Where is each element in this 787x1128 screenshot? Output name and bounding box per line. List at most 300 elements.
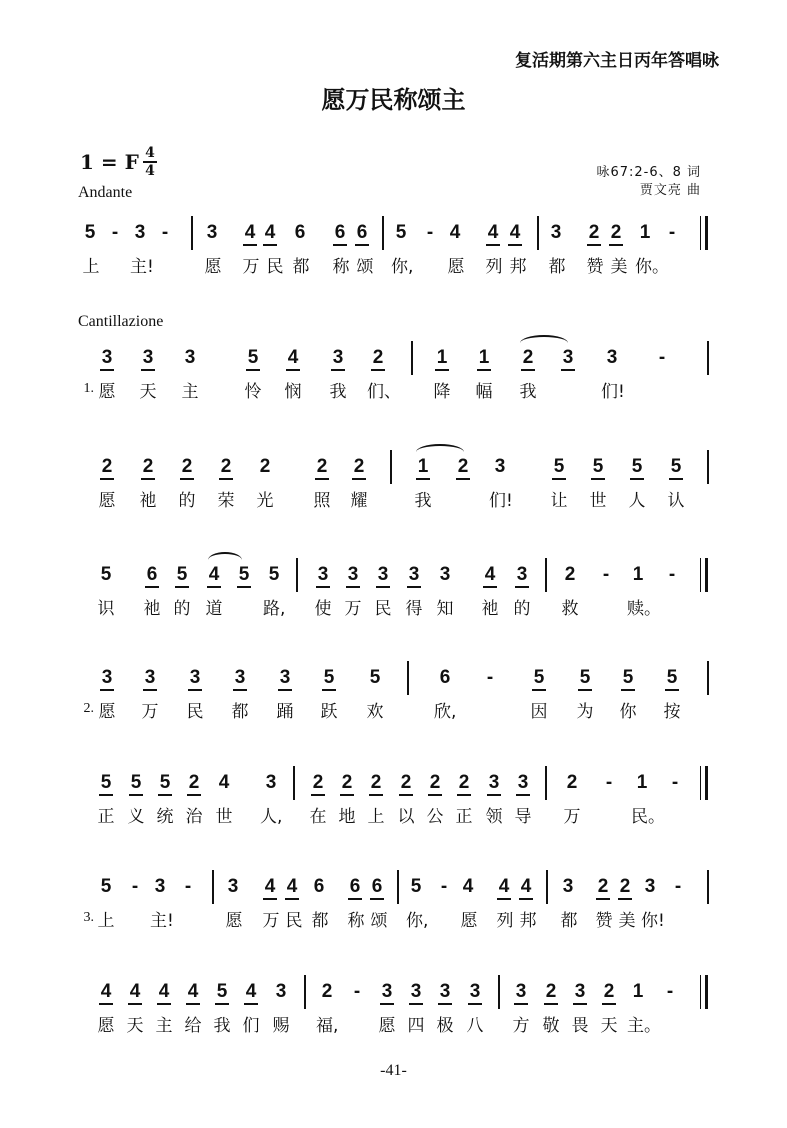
note: 3 <box>140 667 160 689</box>
note: 5 <box>410 876 422 897</box>
note: 5 <box>243 347 263 369</box>
note: 1 <box>432 347 452 369</box>
lyric: 八 <box>466 1016 484 1036</box>
note: 6 <box>313 876 325 897</box>
note: 2 <box>606 222 626 244</box>
note: 2 <box>321 981 333 1002</box>
lyric: 世 <box>589 491 607 511</box>
note: 2 <box>584 222 604 244</box>
lyric: 你 <box>619 702 637 722</box>
note: 5 <box>662 667 682 689</box>
note: 1 <box>632 564 644 585</box>
key-signature: 1 = F <box>80 150 139 174</box>
note: 2 <box>312 456 332 478</box>
note: 2 <box>564 564 576 585</box>
note: 3 <box>570 981 590 1003</box>
note: 3 <box>439 564 451 585</box>
lyric: 跃 <box>320 702 338 722</box>
note: 2 <box>97 456 117 478</box>
lyric: 赐 <box>272 1016 290 1036</box>
barline <box>707 661 709 695</box>
lyric: 救 <box>561 599 579 619</box>
lyric: 民 <box>374 599 392 619</box>
note: 3 <box>377 981 397 1003</box>
lyric: 给 <box>184 1016 202 1036</box>
score-system <box>80 564 720 624</box>
lyric: 义 <box>127 807 145 827</box>
lyric: 照 <box>313 491 331 511</box>
lyric: 上 <box>82 257 100 277</box>
score-system <box>80 876 720 936</box>
note: 2 <box>259 456 271 477</box>
note: 2 <box>337 772 357 794</box>
dash: - <box>668 222 676 243</box>
note: 2 <box>368 347 388 369</box>
note: 3 <box>511 981 531 1003</box>
credits <box>596 164 701 200</box>
lyric: 欣, <box>434 702 457 722</box>
dash: - <box>671 772 679 793</box>
note: 4 <box>283 347 303 369</box>
note: 3 <box>134 222 146 243</box>
note: 4 <box>96 981 116 1003</box>
dash: - <box>666 981 674 1002</box>
lyric: 列 <box>496 911 514 931</box>
note: 3 <box>265 772 277 793</box>
note: 3 <box>406 981 426 1003</box>
lyric: 方 <box>512 1016 530 1036</box>
note: 4 <box>183 981 203 1003</box>
dash: - <box>131 876 139 897</box>
lyric: 都 <box>311 911 329 931</box>
lyrics-row <box>80 252 720 282</box>
barline <box>212 870 214 904</box>
note: 3 <box>558 347 578 369</box>
lyric: 祂 <box>481 599 499 619</box>
note: 2 <box>615 876 635 898</box>
tempo-marking: Andante <box>78 184 133 201</box>
lyric: 愿 <box>98 491 116 511</box>
note: 4 <box>240 222 260 244</box>
note: 2 <box>177 456 197 478</box>
dash: - <box>658 347 666 368</box>
note: 4 <box>282 876 302 898</box>
note: 4 <box>260 222 280 244</box>
barline <box>707 341 709 375</box>
lyric: 万 <box>262 911 280 931</box>
note: 3 <box>97 347 117 369</box>
lyric: 以 <box>397 807 415 827</box>
lyric: 耀 <box>350 491 368 511</box>
note: 6 <box>367 876 387 898</box>
liturgical-season-header: 复活期第六主日丙年答唱咏 <box>515 51 719 71</box>
note: 5 <box>155 772 175 794</box>
lyric: 正 <box>455 807 473 827</box>
time-signature-top: 4 <box>145 145 155 161</box>
lyric: 让 <box>550 491 568 511</box>
note: 4 <box>154 981 174 1003</box>
lyric: 邦 <box>519 911 537 931</box>
note: 5 <box>666 456 686 478</box>
page-number: -41- <box>380 1062 407 1079</box>
lyric: 美 <box>618 911 636 931</box>
lyric: 都 <box>292 257 310 277</box>
lyric: 悯 <box>284 382 302 402</box>
note: 5 <box>588 456 608 478</box>
dash: - <box>668 564 676 585</box>
lyric: 愿 <box>460 911 478 931</box>
lyric: 路, <box>263 599 286 619</box>
lyric: 知 <box>436 599 454 619</box>
lyric: 天 <box>126 1016 144 1036</box>
note: 3 <box>465 981 485 1003</box>
barline <box>191 216 193 250</box>
note: 3 <box>343 564 363 586</box>
note: 5 <box>84 222 96 243</box>
note: 3 <box>644 876 656 897</box>
note: 5 <box>96 772 116 794</box>
note: 2 <box>425 772 445 794</box>
lyrics-row <box>80 594 720 624</box>
notes-row <box>80 347 720 377</box>
note: 2 <box>396 772 416 794</box>
lyric: 我 <box>213 1016 231 1036</box>
dash: - <box>440 876 448 897</box>
song-title: 愿万民称颂主 <box>321 85 466 114</box>
lyric: 颂 <box>370 911 388 931</box>
note: 3 <box>230 667 250 689</box>
note: 5 <box>100 564 112 585</box>
lyrics-row <box>80 377 720 407</box>
lyric: 愿 <box>98 382 116 402</box>
lyric: 踊 <box>276 702 294 722</box>
lyric: 光 <box>256 491 274 511</box>
note: 3 <box>185 667 205 689</box>
note: 2 <box>599 981 619 1003</box>
note: 3 <box>373 564 393 586</box>
note: 6 <box>330 222 350 244</box>
barline <box>545 558 547 592</box>
lyric: 我 <box>414 491 432 511</box>
lyric: 万 <box>344 599 362 619</box>
notes-row <box>80 222 720 252</box>
lyric: 们、 <box>367 382 401 402</box>
note: 3 <box>494 456 506 477</box>
lyric: 正 <box>97 807 115 827</box>
lyric: 邦 <box>509 257 527 277</box>
lyrics-row <box>80 1011 720 1041</box>
dash: - <box>605 772 613 793</box>
note: 5 <box>100 876 112 897</box>
note: 3 <box>275 981 287 1002</box>
note: 3 <box>512 564 532 586</box>
lyric: 畏 <box>571 1016 589 1036</box>
lyric: 愿 <box>378 1016 396 1036</box>
lyric: 极 <box>436 1016 454 1036</box>
lyric: 因 <box>530 702 548 722</box>
note: 3 <box>550 222 562 243</box>
barline <box>546 870 548 904</box>
note: 4 <box>204 564 224 586</box>
dash: - <box>426 222 434 243</box>
lyric: 在 <box>309 807 327 827</box>
notes-row <box>80 456 720 486</box>
note: 3 <box>206 222 218 243</box>
note: 3 <box>97 667 117 689</box>
note: 3 <box>328 347 348 369</box>
note: 3 <box>138 347 158 369</box>
note: 2 <box>349 456 369 478</box>
note: 1 <box>639 222 651 243</box>
lyric: 上 <box>367 807 385 827</box>
note: 3 <box>227 876 239 897</box>
lyric: 为 <box>576 702 594 722</box>
lyric: 民 <box>266 257 284 277</box>
barline <box>293 766 295 800</box>
lyric: 主 <box>181 382 199 402</box>
lyric: 得 <box>405 599 423 619</box>
note: 6 <box>352 222 372 244</box>
score-system <box>80 347 720 407</box>
lyric: 万 <box>141 702 159 722</box>
composer-credit: 贾文亮 曲 <box>639 183 701 198</box>
note: 1 <box>413 456 433 478</box>
lyric: 地 <box>338 807 356 827</box>
lyric: 主 <box>155 1016 173 1036</box>
lyric: 主。 <box>627 1016 661 1036</box>
score-system <box>80 456 720 516</box>
lyric: 人 <box>628 491 646 511</box>
note: 4 <box>218 772 230 793</box>
note: 5 <box>172 564 192 586</box>
time-signature-bottom: 4 <box>145 163 155 179</box>
lyric: 称 <box>347 911 365 931</box>
lyric: 主! <box>150 911 174 931</box>
notes-row <box>80 667 720 697</box>
note: 2 <box>453 456 473 478</box>
note: 3 <box>404 564 424 586</box>
final-barline <box>700 975 709 1009</box>
note: 5 <box>395 222 407 243</box>
score-system <box>80 222 720 282</box>
note: 1 <box>636 772 648 793</box>
lyric: 我 <box>329 382 347 402</box>
lyric: 统 <box>156 807 174 827</box>
lyric: 愿 <box>98 702 116 722</box>
dash: - <box>184 876 192 897</box>
barline <box>411 341 413 375</box>
time-signature <box>143 146 157 178</box>
lyric: 美 <box>610 257 628 277</box>
note: 2 <box>454 772 474 794</box>
lyric: 万 <box>242 257 260 277</box>
note: 2 <box>541 981 561 1003</box>
score-system <box>80 667 720 727</box>
lyric: 你, <box>406 911 429 931</box>
dash: - <box>161 222 169 243</box>
barline <box>304 975 306 1009</box>
note: 2 <box>593 876 613 898</box>
notes-row <box>80 772 720 802</box>
lyric: 按 <box>663 702 681 722</box>
lyric: 怜 <box>244 382 262 402</box>
final-barline <box>700 558 709 592</box>
note: 3 <box>513 772 533 794</box>
verse-number: 3. <box>83 910 94 925</box>
lyric: 公 <box>426 807 444 827</box>
lyrics-row <box>80 697 720 727</box>
note: 6 <box>345 876 365 898</box>
note: 3 <box>184 347 196 368</box>
lyric: 的 <box>173 599 191 619</box>
lyric: 祂 <box>143 599 161 619</box>
lyric: 赞 <box>586 257 604 277</box>
dash: - <box>353 981 361 1002</box>
note: 2 <box>518 347 538 369</box>
lyric: 你, <box>391 257 414 277</box>
note: 2 <box>308 772 328 794</box>
section-marking: Cantillazione <box>78 313 164 330</box>
notes-row <box>80 564 720 594</box>
note: 6 <box>142 564 162 586</box>
lyric: 的 <box>513 599 531 619</box>
note: 5 <box>319 667 339 689</box>
lyric: 祂 <box>139 491 157 511</box>
lyric: 都 <box>560 911 578 931</box>
lyric: 你。 <box>635 257 669 277</box>
lyric: 赞 <box>595 911 613 931</box>
verse-number: 2. <box>83 701 94 716</box>
lyric: 天 <box>139 382 157 402</box>
note: 4 <box>483 222 503 244</box>
barline <box>707 870 709 904</box>
note: 4 <box>505 222 525 244</box>
lyric: 降 <box>433 382 451 402</box>
lyrics-row <box>80 906 720 936</box>
lyric: 天 <box>600 1016 618 1036</box>
note: 4 <box>449 222 461 243</box>
lyric: 们! <box>489 491 513 511</box>
note: 5 <box>234 564 254 586</box>
lyric: 欢 <box>366 702 384 722</box>
lyric: 荣 <box>217 491 235 511</box>
lyrics-row <box>80 486 720 516</box>
verse-number: 1. <box>83 381 94 396</box>
lyric: 使 <box>314 599 332 619</box>
barline <box>390 450 392 484</box>
note: 2 <box>366 772 386 794</box>
lyric: 的 <box>178 491 196 511</box>
notes-row <box>80 876 720 906</box>
lyric: 识 <box>97 599 115 619</box>
lyric: 治 <box>185 807 203 827</box>
note: 3 <box>562 876 574 897</box>
note: 4 <box>260 876 280 898</box>
note: 3 <box>435 981 455 1003</box>
barline <box>382 216 384 250</box>
score-system <box>80 772 720 832</box>
dash: - <box>674 876 682 897</box>
dash: - <box>602 564 610 585</box>
note: 4 <box>480 564 500 586</box>
dash: - <box>486 667 494 688</box>
lyric: 民。 <box>631 807 665 827</box>
lyric: 列 <box>485 257 503 277</box>
barline <box>397 870 399 904</box>
lyric: 愿 <box>204 257 222 277</box>
note: 2 <box>566 772 578 793</box>
lyric: 你! <box>641 911 665 931</box>
note: 2 <box>216 456 236 478</box>
note: 5 <box>268 564 280 585</box>
note: 4 <box>125 981 145 1003</box>
note: 2 <box>138 456 158 478</box>
notes-row <box>80 981 720 1011</box>
note: 3 <box>275 667 295 689</box>
note: 6 <box>294 222 306 243</box>
note: 5 <box>549 456 569 478</box>
note: 3 <box>484 772 504 794</box>
barline <box>407 661 409 695</box>
lyric: 领 <box>485 807 503 827</box>
barline <box>498 975 500 1009</box>
note: 2 <box>184 772 204 794</box>
lyricist-credit: 咏67:2-6、8 词 <box>596 165 701 180</box>
note: 1 <box>474 347 494 369</box>
lyric: 都 <box>548 257 566 277</box>
lyric: 赎。 <box>627 599 661 619</box>
lyric: 道 <box>205 599 223 619</box>
lyric: 人, <box>260 807 283 827</box>
lyric: 称 <box>332 257 350 277</box>
note: 6 <box>439 667 451 688</box>
lyric: 主! <box>130 257 154 277</box>
lyric: 们 <box>242 1016 260 1036</box>
note: 3 <box>313 564 333 586</box>
lyric: 四 <box>407 1016 425 1036</box>
score-system <box>80 981 720 1041</box>
note: 5 <box>126 772 146 794</box>
note: 4 <box>241 981 261 1003</box>
final-barline <box>700 766 709 800</box>
note: 5 <box>212 981 232 1003</box>
note: 5 <box>575 667 595 689</box>
lyric: 民 <box>186 702 204 722</box>
lyric: 我 <box>519 382 537 402</box>
lyric: 民 <box>285 911 303 931</box>
barline <box>296 558 298 592</box>
note: 5 <box>627 456 647 478</box>
note: 4 <box>494 876 514 898</box>
lyric: 们! <box>601 382 625 402</box>
note: 5 <box>369 667 381 688</box>
note: 3 <box>606 347 618 368</box>
barline <box>707 450 709 484</box>
note: 1 <box>632 981 644 1002</box>
lyric: 认 <box>667 491 685 511</box>
note: 3 <box>154 876 166 897</box>
lyric: 颂 <box>356 257 374 277</box>
barline <box>545 766 547 800</box>
lyric: 福, <box>316 1016 339 1036</box>
lyric: 万 <box>563 807 581 827</box>
barline <box>537 216 539 250</box>
lyrics-row <box>80 802 720 832</box>
lyric: 愿 <box>97 1016 115 1036</box>
note: 4 <box>462 876 474 897</box>
final-barline <box>700 216 709 250</box>
note: 5 <box>529 667 549 689</box>
